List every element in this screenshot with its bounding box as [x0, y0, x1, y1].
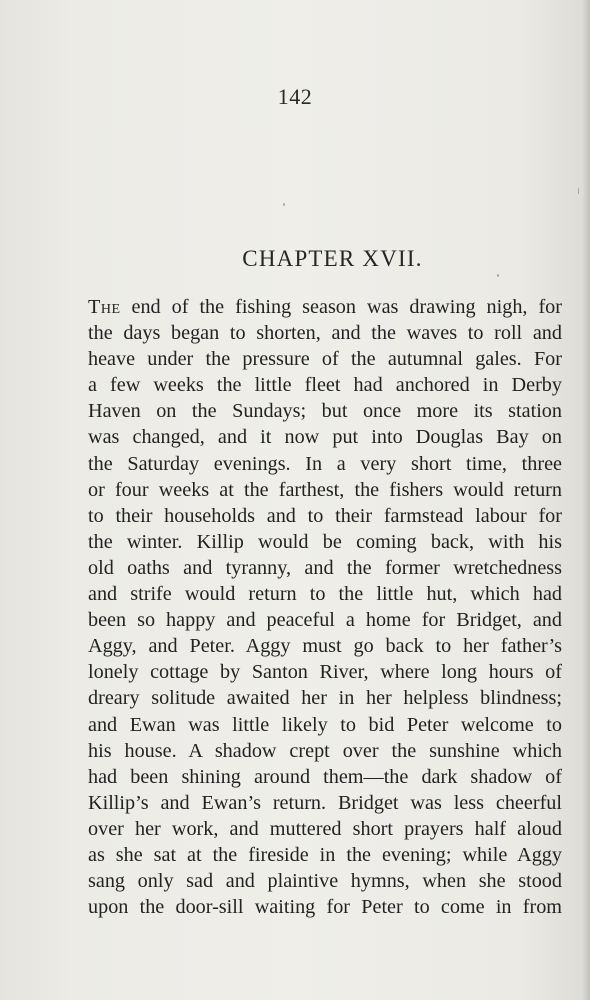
text-line: Killip’s and Ewan’s return. Bridget was less cheerful — [88, 791, 562, 814]
paper-speck — [497, 274, 499, 277]
text-line: Haven on the Sundays; but once more its station — [88, 400, 562, 423]
text-line: was changed, and it now put into Douglas Bay on — [88, 426, 562, 449]
text-line: upon the door-sill waiting for Peter to come in from — [88, 896, 562, 919]
text-line: lonely cottage by Santon River, where long hours of — [88, 661, 562, 684]
paper-speck — [578, 188, 579, 194]
text-line: his house. A shadow crept over the sunshine which — [88, 739, 562, 762]
chapter-title: CHAPTER XVII. — [242, 246, 423, 271]
text-line: to their households and to their farmstead labour for — [88, 504, 562, 527]
text-line: the Saturday evenings. In a very short time, three — [88, 452, 562, 475]
text-line: as she sat at the fireside in the evening; while Aggy — [88, 843, 562, 866]
text-line: over her work, and muttered short prayers half aloud — [88, 817, 562, 840]
opening-word: The — [88, 296, 121, 318]
text-line: a few weeks the little fleet had anchored in Derby — [88, 374, 562, 397]
text-line: the winter. Killip would be coming back, with his — [88, 530, 562, 553]
text-line: been so happy and peaceful a home for Bridget, and — [88, 609, 562, 632]
text-line: Aggy, and Peter. Aggy must go back to her father’s — [88, 635, 562, 658]
chapter-body — [88, 294, 562, 920]
text-line: had been shining around them—the dark shadow of — [88, 765, 562, 788]
text-line: or four weeks at the farthest, the fishers would return — [88, 478, 562, 501]
text-line: heave under the pressure of the autumnal gales. For — [88, 348, 562, 371]
paper-speck — [283, 203, 285, 206]
text-line: and Ewan was little likely to bid Peter welcome to — [88, 713, 562, 736]
text-line: sang only sad and plaintive hymns, when she stood — [88, 870, 562, 893]
text-line: and strife would return to the little hut, which had — [88, 583, 562, 606]
text-line: dreary solitude awaited her in her helpless blindness; — [88, 687, 562, 710]
page-number: 142 — [277, 84, 313, 109]
text-line: the days began to shorten, and the waves to roll and — [88, 322, 562, 345]
text-line: old oaths and tyranny, and the former wretchedness — [88, 556, 562, 579]
text-line: The end of the fishing season was drawing nigh, for — [88, 296, 562, 318]
page-edge-shadow — [582, 0, 590, 1000]
